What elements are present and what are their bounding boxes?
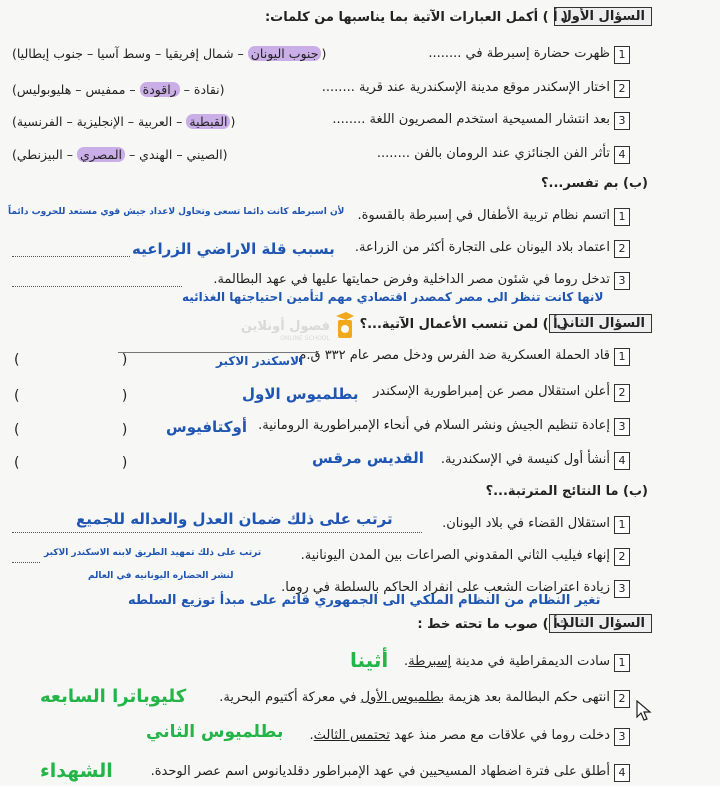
q3-item3-num: 3 (614, 728, 630, 746)
logo-sub: ONLINE SCHOOL (280, 335, 330, 342)
q1-explain3-answer: لانها كانت تنظر الى مصر كمصدر اقتصادي مهم لتأمين احتياجتها الغذائيه (182, 290, 604, 304)
q3-item2-answer: كليوباترا السابعه (40, 686, 187, 707)
q2-part-b: (ب) ما النتائج المترتبة...؟ (485, 484, 648, 499)
q1-item2-num: 2 (614, 80, 630, 98)
q2-result1-answer: ترتب على ذلك ضمان العدل والعداله للجميع (76, 510, 393, 528)
q1-item3-opt-after: – العربية – الإنجليزية – الفرنسية) (12, 114, 187, 129)
q1-item2-opt-after: – ممفيس – هليوبوليس) (12, 82, 140, 97)
q3-item1-underlined: إسبرطة (408, 654, 452, 669)
q1-item4-opt-before: (الصيني – الهندي – (124, 147, 228, 162)
q1-item4-options (12, 147, 228, 162)
q1-item4-highlight: المصري (77, 147, 125, 162)
q1-item1-opt-after: – شمال إفريقيا – وسط آسيا – جنوب إيطاليا) (12, 46, 248, 61)
q1-explain2-answer: بسبب قلة الاراضي الزراعيه (132, 240, 335, 258)
q1-explain2-num: 2 (614, 240, 630, 258)
q1-item2-text: اختار الإسكندر موقع مدينة الإسكندرية عند قرية ........ (321, 80, 610, 95)
q3-item2-before: انتهى حكم البطالمة بعد هزيمة (444, 690, 610, 705)
q1-item2-opt-before: (نقادة – (179, 82, 225, 97)
logo-name: فصول أونلاين (240, 319, 330, 334)
q3-item3-underlined: تحتمس الثالث (313, 728, 391, 743)
q2-part-a: ( أ ) لمن تنسب الأعمال الآتية...؟ (359, 317, 568, 332)
q2-item4-num: 4 (614, 452, 630, 470)
q1-item2-highlight: راقودة (140, 82, 180, 97)
q3-item1-after: . (404, 654, 409, 669)
q1-item3-highlight: القبطية (186, 114, 230, 129)
q1-explain1-num: 1 (614, 208, 630, 226)
q2-item3-paren: ( ) (14, 422, 128, 438)
q2-item1-num: 1 (614, 348, 630, 366)
mouse-cursor-icon (636, 700, 652, 722)
q1-part-a: ( أ ) أكمل العبارات الآتية بما يناسبها من كلمات: (264, 10, 568, 25)
q2-result2-answer2: لنشر الحضاره اليونانيه في العالم (88, 571, 234, 581)
q3-item3-after: . (309, 728, 314, 743)
q1-item3-num: 3 (614, 112, 630, 130)
q2-item2-text: أعلن استقلال مصر عن إمبراطورية الإسكندر (373, 384, 610, 399)
q2-item4-paren: ( ) (14, 455, 128, 471)
q1-item2-options (12, 82, 225, 97)
q3-part-a: ( أ ) صوب ما تحته خط : (417, 617, 568, 632)
q2-item1-text: قاد الحملة العسكرية ضد الفرس ودخل مصر عام ٣٣٢ ق.م. (294, 348, 610, 363)
q1-explain2-dots (12, 256, 130, 257)
q3-item2-text (219, 690, 610, 705)
q2-item1-answer: الاسكندر الاكبر (216, 354, 304, 368)
q1-item1-text: ظهرت حضارة إسبرطة في ........ (428, 46, 610, 61)
q1-item1-options (12, 46, 326, 61)
q1-item1-highlight: جنوب اليونان (248, 46, 322, 61)
q3-item3-before: دخلت روما في علاقات مع مصر منذ عهد (390, 728, 610, 743)
q2-result1-text: استقلال القضاء في بلاد اليونان. (442, 516, 610, 531)
q2-result2-dots (12, 562, 40, 563)
q3-item1-before: سادت الديمقراطية في مدينة (451, 654, 610, 669)
q3-item1-text (404, 654, 610, 669)
q3-item1-num: 1 (614, 654, 630, 672)
graduation-cap-icon (336, 312, 354, 338)
q3-header: السؤال الثالث (549, 614, 652, 633)
q2-separator (118, 352, 318, 353)
q2-item2-answer: بطلميوس الاول (242, 385, 359, 403)
q3-item2-after: في معركة أكتيوم البحرية. (219, 690, 361, 705)
q3-item4-answer: الشهداء (40, 760, 113, 782)
q2-result1-dots (12, 532, 422, 533)
q2-item3-num: 3 (614, 418, 630, 436)
q1-explain3-num: 3 (614, 272, 630, 290)
q1-item1-opt-before: ( (321, 46, 327, 61)
q3-item3-text (310, 728, 610, 743)
q1-explain1-text: اتسم نظام تربية الأطفال في إسبرطة بالقسوة. (357, 208, 610, 223)
q3-item1-answer: أثينا (350, 648, 389, 672)
q1-item4-num: 4 (614, 146, 630, 164)
q1-explain3-dots (12, 286, 182, 287)
q2-item4-text: أنشأ أول كنيسة في الإسكندرية. (440, 452, 610, 467)
q1-explain1-answer: لأن اسبرطه كانت دائما تسعى وتحاول لاعداد جيش قوي مستعد للحروب دائماً (8, 207, 345, 217)
q2-item3-answer: أوكتافيوس (166, 418, 247, 436)
q2-item2-paren: ( ) (14, 388, 128, 404)
q2-result2-text: إنهاء فيليب الثاني المقدوني الصراعات بين المدن اليونانية. (300, 548, 610, 563)
q1-item3-text: بعد انتشار المسيحية استخدم المصريون اللغة ........ (332, 112, 610, 127)
q1-header: السؤال الأول (554, 7, 652, 26)
q1-item4-text: تأثر الفن الجنائزي عند الرومان بالفن ........ (376, 146, 610, 161)
q3-item3-answer: بطلميوس الثاني (146, 722, 284, 742)
q2-result3-text: زيادة اعتراضات الشعب على انفراد الحاكم بالسلطة في روما. (281, 580, 610, 595)
q2-result3-num: 3 (614, 580, 630, 598)
q3-item2-underlined: بطلميوس الأول (360, 690, 445, 705)
q1-explain2-text: اعتماد بلاد اليونان على التجارة أكثر من الزراعة. (354, 240, 610, 255)
q3-item2-num: 2 (614, 690, 630, 708)
fosool-logo (232, 308, 354, 348)
q2-item1-paren: ( ) (14, 352, 128, 368)
q3-item4-num: 4 (614, 764, 630, 782)
q1-item1-num: 1 (614, 46, 630, 64)
q2-item2-num: 2 (614, 384, 630, 402)
q1-item3-opt-before: ( (230, 114, 236, 129)
q2-result3-answer: تغير النظام من النظام الملكي الى الجمهوري قائم على مبدأ توزيع السلطه (128, 593, 601, 608)
q1-explain3-text: تدخل روما في شئون مصر الداخلية وفرض حمايتها عليها في عهد البطالمة. (213, 272, 610, 287)
q1-item4-opt-after: – البيزنطي) (12, 147, 77, 162)
q3-item4-before: أطلق على فترة اضطهاد المسيحيين في عهد الإمبراطور دقلديانوس اسم عصر الوحدة. (150, 764, 610, 779)
q2-result2-num: 2 (614, 548, 630, 566)
q2-result2-answer: ترتب على ذلك تمهيد الطريق لابنه الاسكندر الاكبر (44, 548, 262, 558)
q3-item4-text (151, 764, 610, 779)
q1-part-b: (ب) بم تفسر...؟ (541, 176, 648, 191)
q2-item3-text: إعادة تنظيم الجيش ونشر السلام في أنحاء الإمبراطورية الرومانية. (258, 418, 610, 433)
q2-header: السؤال الثاني (549, 314, 652, 333)
q2-result1-num: 1 (614, 516, 630, 534)
q1-item3-options (12, 114, 235, 129)
q2-item4-answer: القديس مرقس (312, 449, 424, 467)
